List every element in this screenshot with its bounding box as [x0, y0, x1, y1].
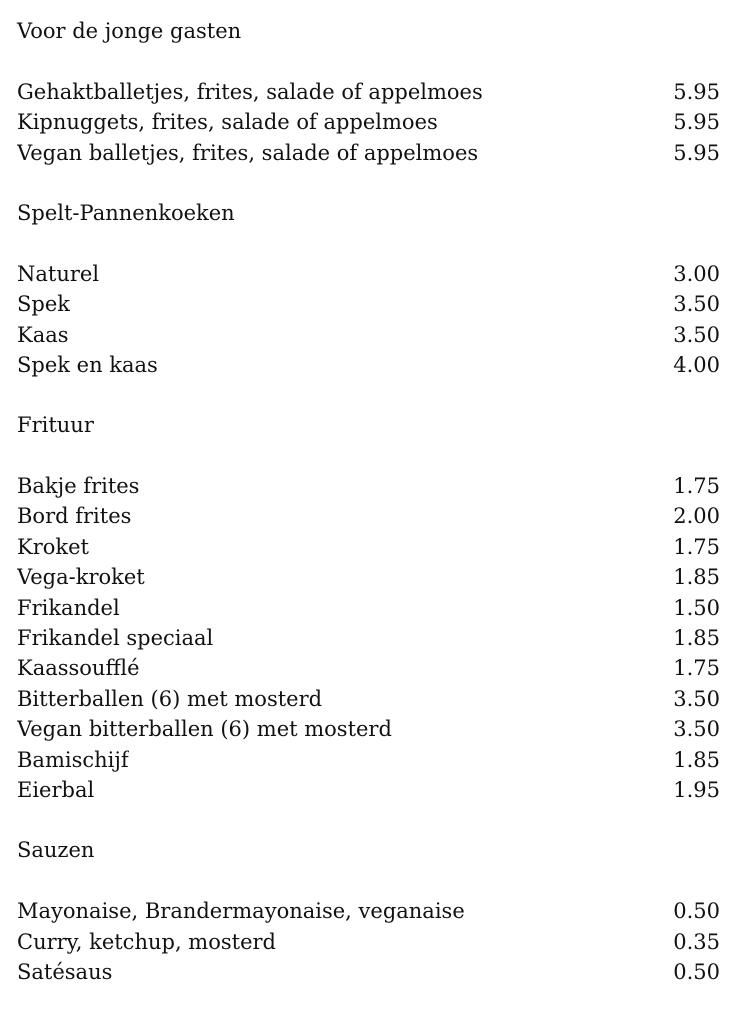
section-title: Voor de jonge gasten: [17, 19, 242, 43]
item-name: Kipnuggets, frites, salade of appelmoes: [17, 110, 438, 135]
item-price: 2.00: [673, 504, 720, 529]
item-list: [17, 471, 720, 805]
item-price: 1.75: [673, 656, 720, 681]
menu-item: [17, 138, 720, 168]
menu-item: [17, 745, 720, 775]
menu-item: [17, 532, 720, 562]
menu-item: [17, 259, 720, 289]
item-name: Bamischijf: [17, 747, 129, 772]
item-price: 1.95: [673, 777, 720, 802]
item-name: Bakje frites: [17, 474, 140, 499]
section-title: Sauzen: [17, 838, 95, 863]
menu-item: [17, 957, 720, 987]
item-price: 5.95: [673, 110, 720, 135]
item-price: 4.00: [673, 352, 720, 377]
item-price: 0.35: [673, 929, 720, 954]
section-voor-de-jonge-gasten: [17, 16, 720, 168]
menu-item: [17, 350, 720, 380]
item-price: 3.00: [673, 261, 720, 286]
item-price: 1.85: [673, 626, 720, 651]
item-price: 1.85: [673, 565, 720, 590]
item-name: Bitterballen (6) met mosterd: [17, 686, 323, 711]
menu-item: [17, 289, 720, 319]
menu-item: [17, 684, 720, 714]
item-price: 5.95: [673, 140, 720, 165]
item-price: 1.85: [673, 747, 720, 772]
item-price: 5.95: [673, 79, 720, 104]
item-name: Vegan balletjes, frites, salade of appelmoes: [17, 140, 479, 165]
item-name: Gehaktballetjes, frites, salade of appelmoes: [17, 79, 483, 104]
menu-item: [17, 320, 720, 350]
item-price: 1.75: [673, 474, 720, 499]
section-title: Frituur: [17, 413, 94, 438]
section-title: Spelt-Pannenkoeken: [17, 200, 235, 225]
item-price: 1.50: [673, 595, 720, 620]
item-list: [17, 77, 720, 168]
item-name: Kaassoufflé: [17, 656, 140, 681]
menu-item: [17, 501, 720, 531]
menu-item: [17, 77, 720, 107]
menu-item: [17, 775, 720, 805]
item-name: Kroket: [17, 534, 89, 559]
menu-item: [17, 623, 720, 653]
item-price: 3.50: [673, 322, 720, 347]
section-spelt-pannenkoeken: [17, 198, 720, 380]
menu-item: [17, 471, 720, 501]
item-name: Spek en kaas: [17, 352, 158, 377]
item-name: Naturel: [17, 261, 100, 286]
item-list: [17, 259, 720, 381]
item-name: Frikandel speciaal: [17, 626, 214, 651]
item-name: Vegan bitterballen (6) met mosterd: [17, 717, 392, 742]
menu-item: [17, 653, 720, 683]
menu-item: [17, 593, 720, 623]
item-name: Mayonaise, Brandermayonaise, veganaise: [17, 899, 465, 924]
menu-item: [17, 927, 720, 957]
item-name: Eierbal: [17, 777, 95, 802]
item-name: Frikandel: [17, 595, 120, 620]
menu-document: [17, 16, 720, 987]
item-price: 0.50: [673, 899, 720, 924]
menu-item: [17, 562, 720, 592]
menu-item: [17, 714, 720, 744]
item-price: 3.50: [673, 292, 720, 317]
item-price: 1.75: [673, 534, 720, 559]
item-name: Kaas: [17, 322, 69, 347]
item-name: Bord frites: [17, 504, 132, 529]
section-frituur: [17, 410, 720, 805]
item-name: Curry, ketchup, mosterd: [17, 929, 276, 954]
item-price: 3.50: [673, 717, 720, 742]
menu-item: [17, 107, 720, 137]
item-list: [17, 896, 720, 987]
item-name: Satésaus: [17, 959, 113, 984]
item-price: 3.50: [673, 686, 720, 711]
item-price: 0.50: [673, 959, 720, 984]
menu-item: [17, 896, 720, 926]
section-sauzen: [17, 835, 720, 987]
item-name: Vega-kroket: [17, 565, 145, 590]
item-name: Spek: [17, 292, 70, 317]
